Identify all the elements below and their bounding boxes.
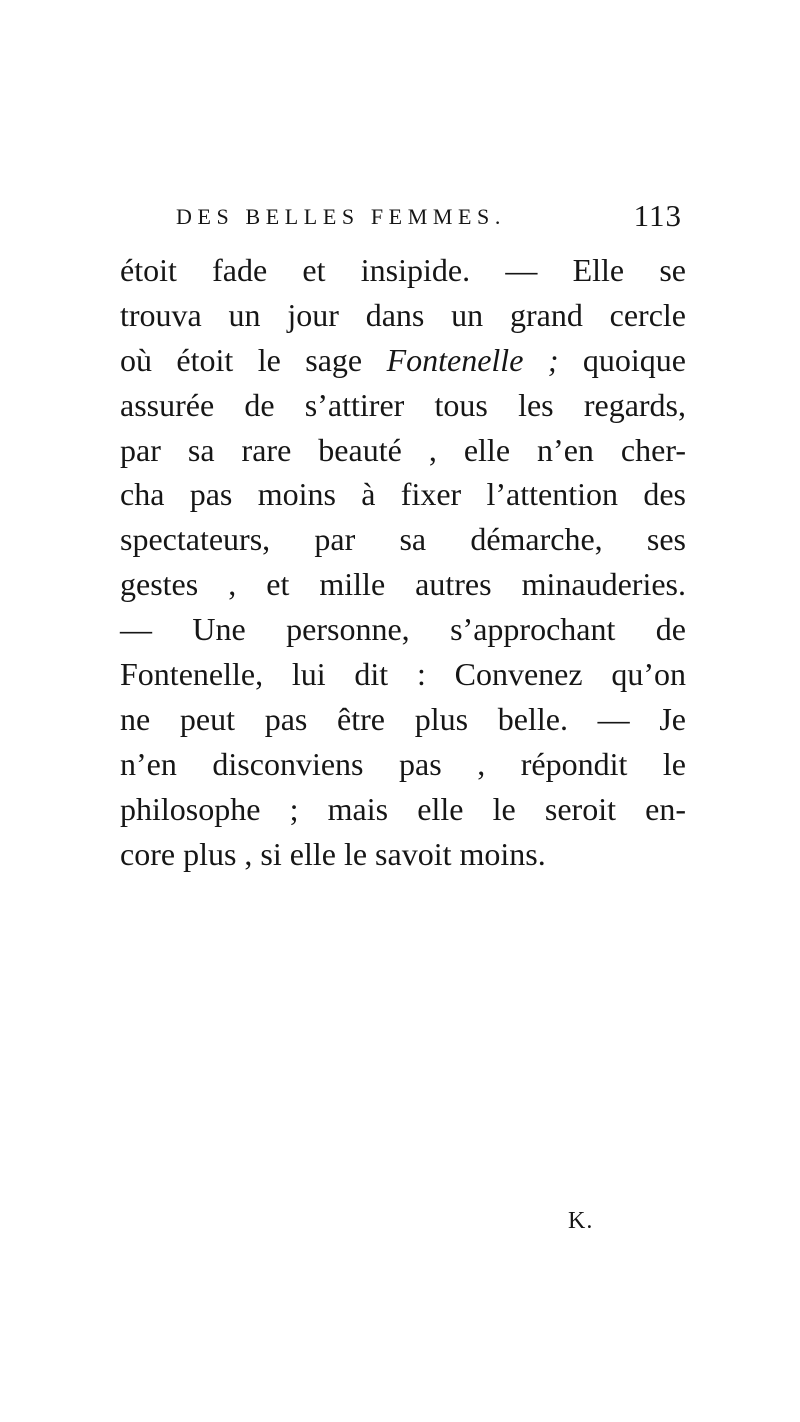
text-line-9: — Une personne, s’approchant de xyxy=(120,611,686,648)
text-line-7: spectateurs, par sa démarche, ses xyxy=(120,521,686,558)
text-line-3-after: quoique xyxy=(558,341,687,378)
signature-mark: K. xyxy=(568,1208,594,1234)
text-line-6: cha pas moins à fixer l’attention des xyxy=(120,476,686,513)
text-line-2: trouva un jour dans un grand cercle xyxy=(120,296,686,333)
text-line-1: étoit fade et insipide. — Elle se xyxy=(120,252,686,288)
text-line-3-before: où étoit le sage xyxy=(120,341,387,378)
text-line-12: n’en disconviens pas , répondit le xyxy=(120,745,686,782)
text-line-13: philosophe ; mais elle le seroit en- xyxy=(120,790,686,827)
page-number: 113 xyxy=(633,198,682,233)
text-line-4: assurée de s’attirer tous les regards, xyxy=(120,386,686,423)
text-line-10: Fontenelle, lui dit : Convenez qu’on xyxy=(120,656,686,693)
text-line-11: ne peut pas être plus belle. — Je xyxy=(120,700,686,737)
text-line-14: core plus , si elle le savoit moins. xyxy=(120,835,546,872)
text-line-5: par sa rare beauté , elle n’en cher- xyxy=(120,431,686,468)
running-header xyxy=(176,200,682,240)
text-line-8: gestes , et mille autres minauderies. xyxy=(120,566,686,603)
text-line-3 xyxy=(120,338,686,383)
fontenelle-italic: Fontenelle ; xyxy=(386,341,559,378)
running-title: DES BELLES FEMMES. xyxy=(176,204,506,229)
body-text xyxy=(120,248,686,876)
